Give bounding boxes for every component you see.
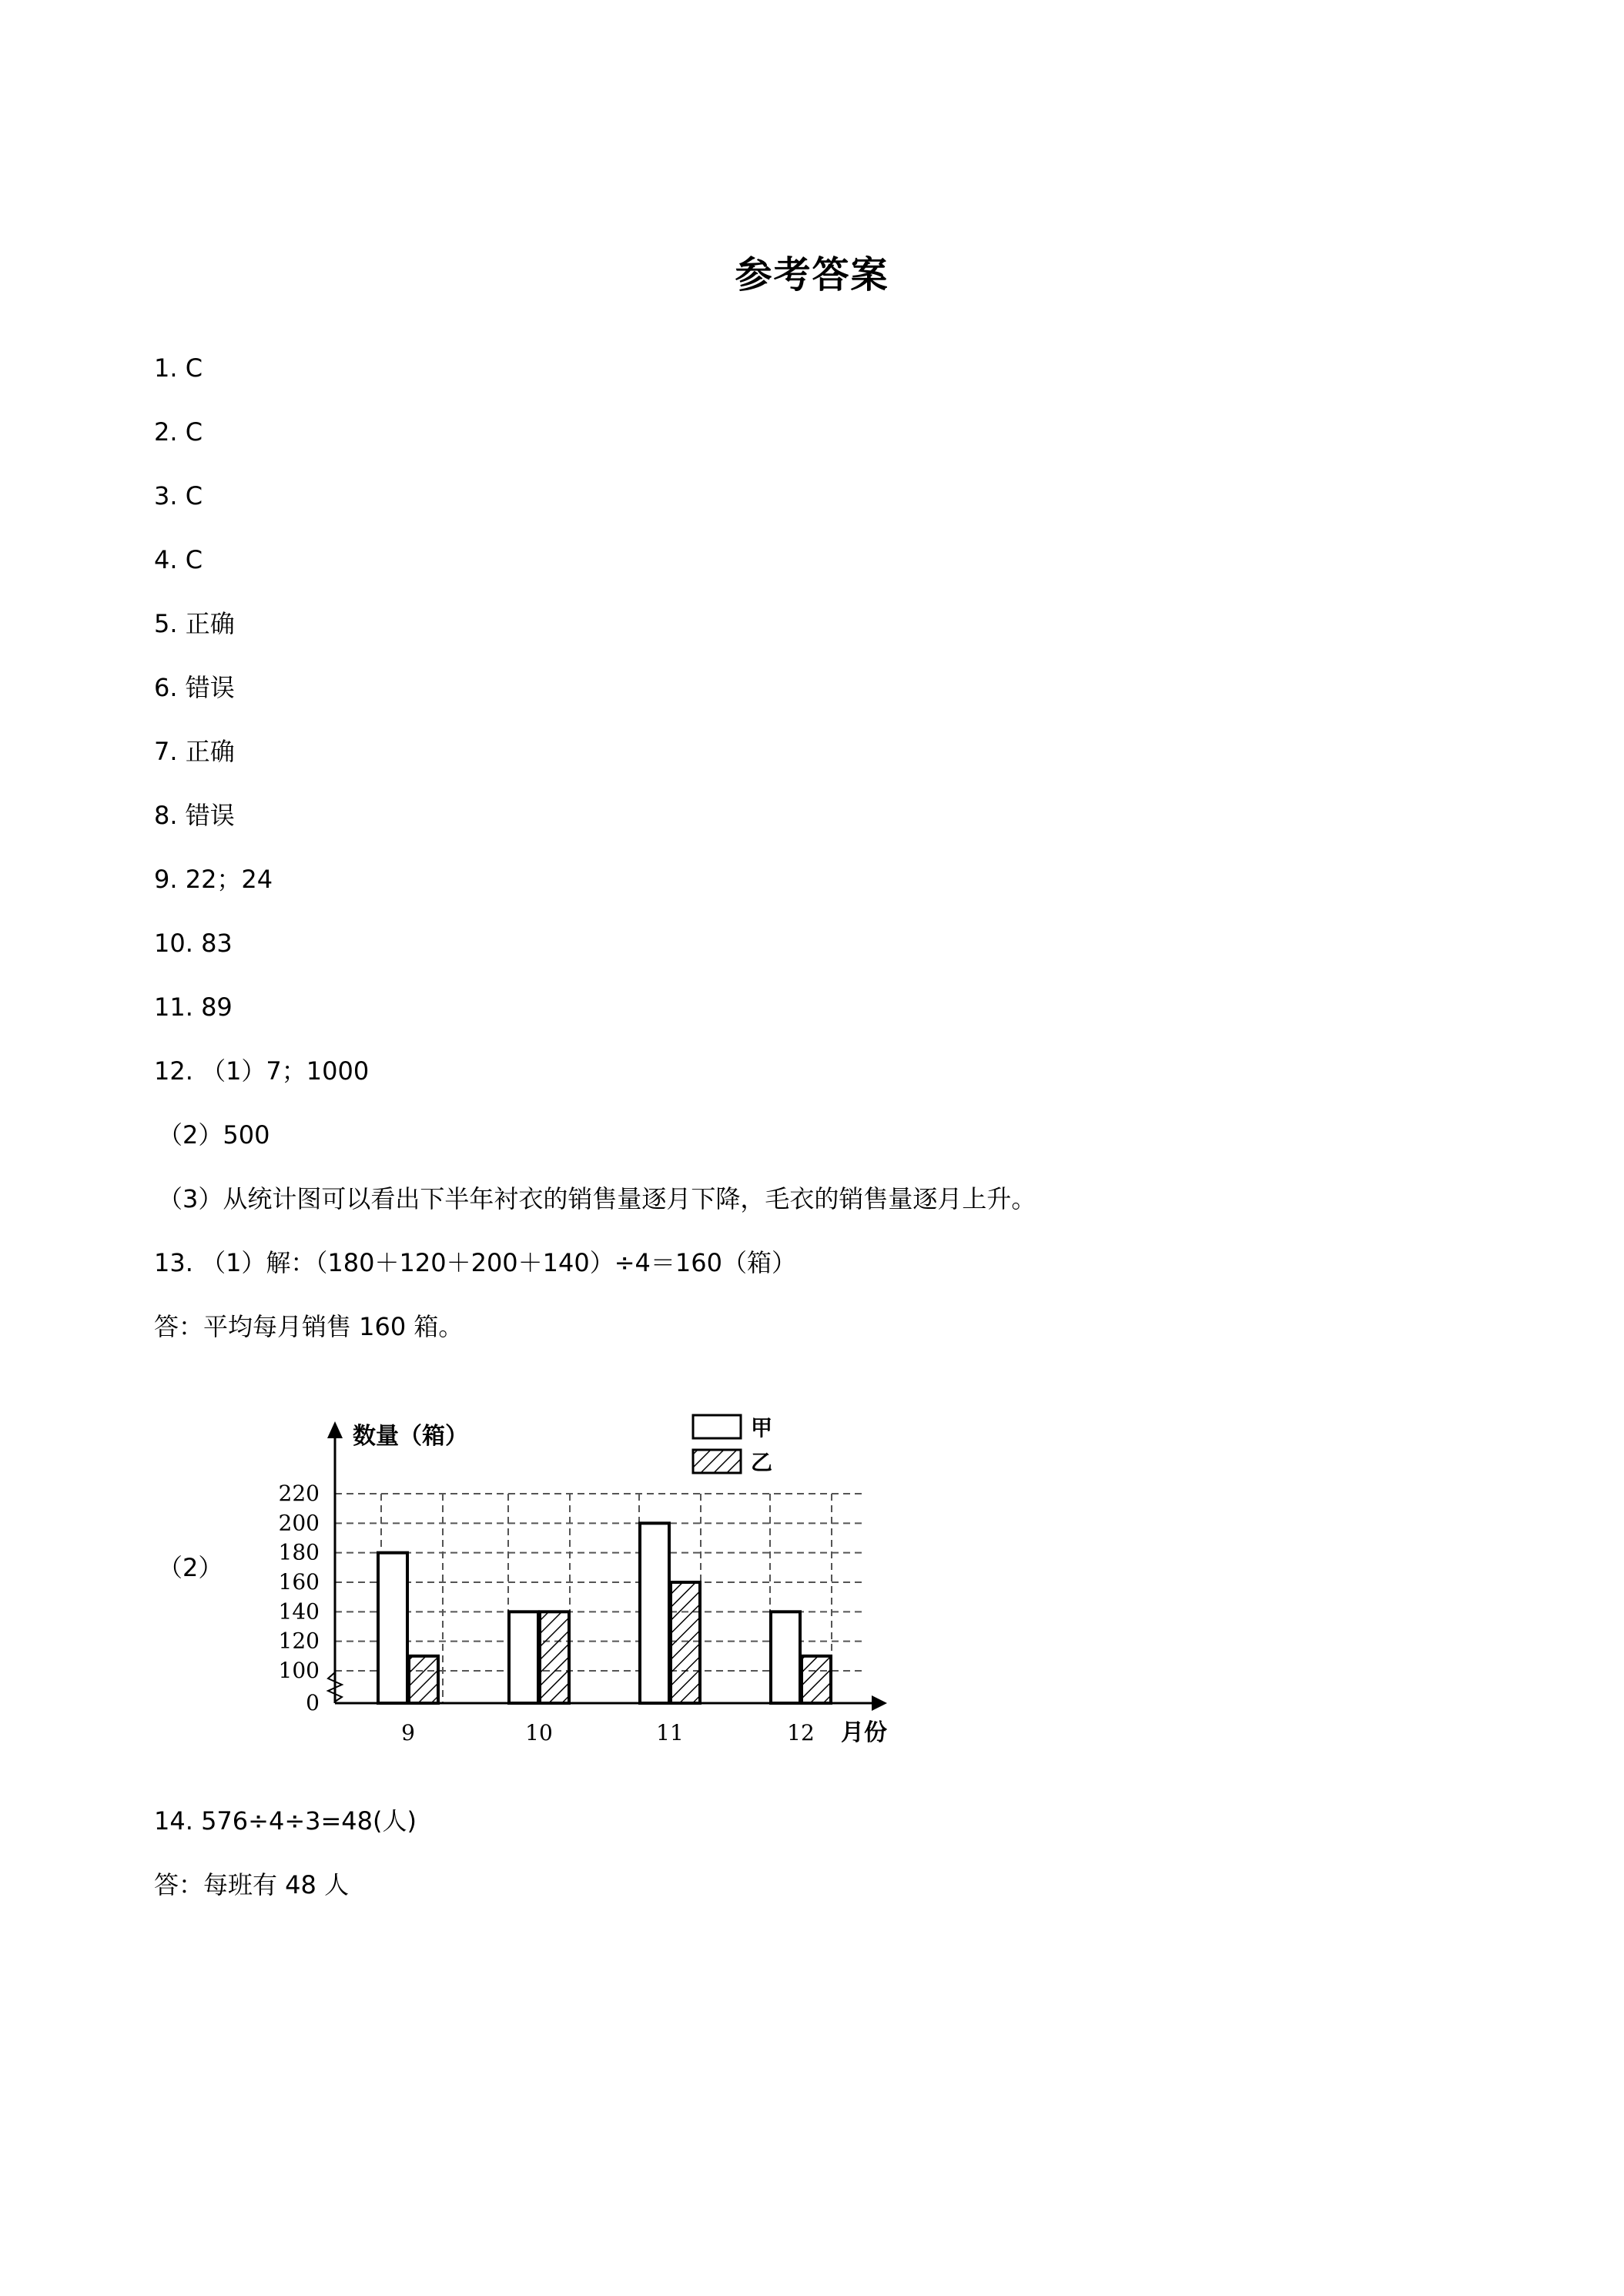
page-title: 参考答案	[735, 253, 889, 296]
bar-jia-11	[640, 1523, 669, 1703]
answer-10: 10. 83	[154, 929, 233, 958]
x-axis-label: 月份	[841, 1719, 887, 1746]
bar-yi-11	[671, 1582, 700, 1703]
chart-bars	[378, 1523, 831, 1703]
bar-jia-10	[509, 1612, 538, 1703]
answer-9: 9. 22；24	[154, 865, 273, 894]
x-tick-label: 12	[787, 1720, 815, 1745]
bar-chart	[262, 1401, 909, 1755]
x-tick-label: 9	[401, 1720, 415, 1745]
legend-label: 甲	[751, 1415, 773, 1441]
chart-prefix: （2）	[158, 1553, 223, 1582]
answer-14: 14. 576÷4÷3=48(人)	[154, 1806, 417, 1836]
y-axis-label: 数量（箱）	[353, 1423, 468, 1450]
bar-yi-9	[409, 1656, 438, 1703]
answer-7: 7. 正确	[154, 737, 235, 766]
legend-swatch	[693, 1450, 741, 1473]
y-tick-label: 180	[278, 1539, 320, 1565]
answer-8: 8. 错误	[154, 801, 235, 830]
y-tick-label: 100	[278, 1658, 320, 1683]
y-tick-label: 200	[278, 1510, 320, 1536]
x-axis-arrow	[872, 1695, 887, 1711]
answer-12-3: （3）从统计图可以看出下半年衬衣的销售量逐月下降，毛衣的销售量逐月上升。	[158, 1184, 1036, 1213]
answer-4: 4. C	[154, 545, 203, 574]
answer-12-2: （2）500	[158, 1120, 270, 1150]
answer-11: 11. 89	[154, 992, 233, 1022]
y-tick-label: 140	[278, 1598, 320, 1625]
y-tick-label: 0	[306, 1690, 320, 1715]
y-tick-label: 220	[278, 1481, 320, 1506]
answer-12-1: 12. （1）7；1000	[154, 1056, 370, 1086]
bar-jia-12	[771, 1612, 800, 1703]
answer-2: 2. C	[154, 417, 203, 447]
answer-3: 3. C	[154, 481, 203, 510]
bar-yi-10	[540, 1612, 569, 1703]
answer-6: 6. 错误	[154, 673, 235, 702]
x-tick-label: 10	[525, 1720, 553, 1745]
answer-5: 5. 正确	[154, 609, 235, 638]
answer-13-answer: 答：平均每月销售 160 箱。	[154, 1312, 464, 1341]
answer-1: 1. C	[154, 353, 203, 383]
y-axis-arrow	[327, 1421, 343, 1438]
legend-swatch	[693, 1415, 741, 1438]
answer-14-answer: 答：每班有 48 人	[154, 1870, 350, 1899]
bar-yi-12	[802, 1656, 831, 1703]
y-tick-label: 160	[278, 1569, 320, 1595]
chart-legend	[693, 1415, 772, 1475]
y-tick-label: 120	[278, 1628, 320, 1654]
x-tick-label: 11	[656, 1720, 684, 1745]
legend-label: 乙	[751, 1450, 773, 1475]
answer-13-1: 13. （1）解：（180＋120＋200＋140）÷4＝160（箱）	[154, 1248, 796, 1277]
bar-jia-9	[378, 1553, 407, 1703]
